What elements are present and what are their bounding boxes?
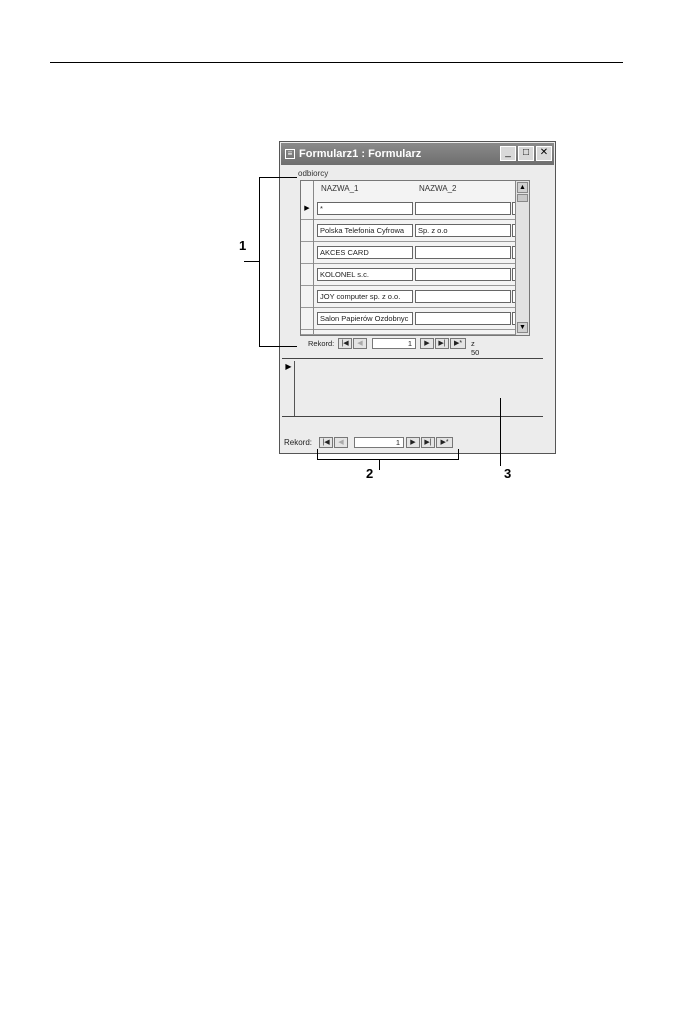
table-row[interactable]	[301, 330, 515, 335]
cell-nazwa-1[interactable]: KOLONEL s.c.	[317, 268, 413, 281]
cell-nazwa-1[interactable]: Polska Telefonia Cyfrowa	[317, 224, 413, 237]
current-record-arrow-icon[interactable]: ▶	[301, 198, 314, 220]
subform-datasheet[interactable]	[300, 180, 530, 336]
vertical-scrollbar[interactable]	[515, 181, 529, 335]
last-record-icon[interactable]: ▶|	[435, 338, 449, 349]
cell-nazwa-1[interactable]: JOY computer sp. z o.o.	[317, 290, 413, 303]
close-button[interactable]: ✕	[536, 146, 552, 161]
next-record-icon[interactable]: ▶	[420, 338, 434, 349]
section-divider	[282, 358, 543, 359]
previous-record-icon[interactable]: ◀	[353, 338, 367, 349]
cell-nazwa-2[interactable]	[415, 312, 511, 325]
cell-nazwa-2[interactable]	[415, 246, 511, 259]
main-last-record-icon[interactable]: ▶|	[421, 437, 435, 448]
first-record-icon[interactable]: |◀	[338, 338, 352, 349]
subform-record-number-field[interactable]: 1	[372, 338, 416, 349]
window-title: Formularz1 : Formularz	[299, 148, 422, 160]
subform-record-total: z 50	[471, 339, 480, 357]
table-row[interactable]	[301, 264, 515, 286]
row-selector[interactable]	[301, 330, 314, 335]
subform-record-label: Rekord:	[308, 339, 335, 348]
annotation-bracket-1-top	[259, 177, 297, 178]
annotation-leader-2	[379, 459, 380, 470]
main-first-record-icon[interactable]: |◀	[319, 437, 333, 448]
annotation-bracket-1-bottom	[259, 346, 297, 347]
table-row[interactable]	[301, 308, 515, 330]
main-record-label: Rekord:	[284, 438, 313, 447]
column-header-row	[301, 181, 511, 198]
scroll-up-arrow-icon[interactable]: ▲	[517, 182, 528, 193]
page-header-rule	[50, 62, 623, 63]
row-selector[interactable]	[301, 308, 314, 330]
annotation-leader-1	[244, 261, 259, 262]
cell-nazwa-1[interactable]	[317, 334, 413, 335]
column-header-nazwa-1[interactable]: NAZWA_1	[321, 184, 359, 193]
annotation-bracket-2-right	[458, 449, 459, 460]
cell-nazwa-2[interactable]	[415, 202, 511, 215]
annotation-label-3: 3	[504, 466, 512, 481]
section-divider	[282, 416, 543, 417]
minimize-button[interactable]: _	[500, 146, 516, 161]
cell-nazwa-1[interactable]: Salon Papierów Ozdobnyc	[317, 312, 413, 325]
column-header-nazwa-2[interactable]: NAZWA_2	[419, 184, 457, 193]
cell-nazwa-1[interactable]: AKCES CARD	[317, 246, 413, 259]
main-record-number-field[interactable]: 1	[354, 437, 404, 448]
window-titlebar[interactable]	[281, 143, 554, 165]
select-all-corner[interactable]	[301, 181, 314, 198]
new-record-icon[interactable]: ▶*	[450, 338, 466, 349]
cell-nazwa-2[interactable]	[415, 334, 511, 335]
main-record-selector-icon[interactable]: ▶	[283, 361, 295, 417]
table-row[interactable]	[301, 198, 515, 220]
annotation-label-1: 1	[239, 238, 247, 253]
row-selector[interactable]	[301, 242, 314, 264]
table-row[interactable]	[301, 286, 515, 308]
cell-nazwa-1[interactable]: *	[317, 202, 413, 215]
row-selector[interactable]	[301, 220, 314, 242]
maximize-button[interactable]: □	[518, 146, 534, 161]
row-selector[interactable]	[301, 264, 314, 286]
row-selector[interactable]	[301, 286, 314, 308]
main-previous-record-icon[interactable]: ◀	[334, 437, 348, 448]
annotation-bracket-2	[317, 459, 459, 460]
table-row[interactable]	[301, 220, 515, 242]
form-window	[279, 141, 556, 454]
form-icon[interactable]: ≡	[285, 149, 295, 159]
main-next-record-icon[interactable]: ▶	[406, 437, 420, 448]
annotation-label-2: 2	[366, 466, 374, 481]
scroll-down-arrow-icon[interactable]: ▼	[517, 322, 528, 333]
scroll-thumb[interactable]	[517, 194, 528, 202]
cell-nazwa-2[interactable]	[415, 290, 511, 303]
annotation-bracket-1	[259, 177, 260, 347]
cell-nazwa-2[interactable]: Sp. z o.o	[415, 224, 511, 237]
subform-label: odbiorcy	[298, 169, 329, 178]
annotation-bracket-2-left	[317, 449, 318, 460]
annotation-leader-3	[500, 398, 501, 466]
table-row[interactable]	[301, 242, 515, 264]
cell-nazwa-2[interactable]	[415, 268, 511, 281]
main-new-record-icon[interactable]: ▶*	[436, 437, 453, 448]
